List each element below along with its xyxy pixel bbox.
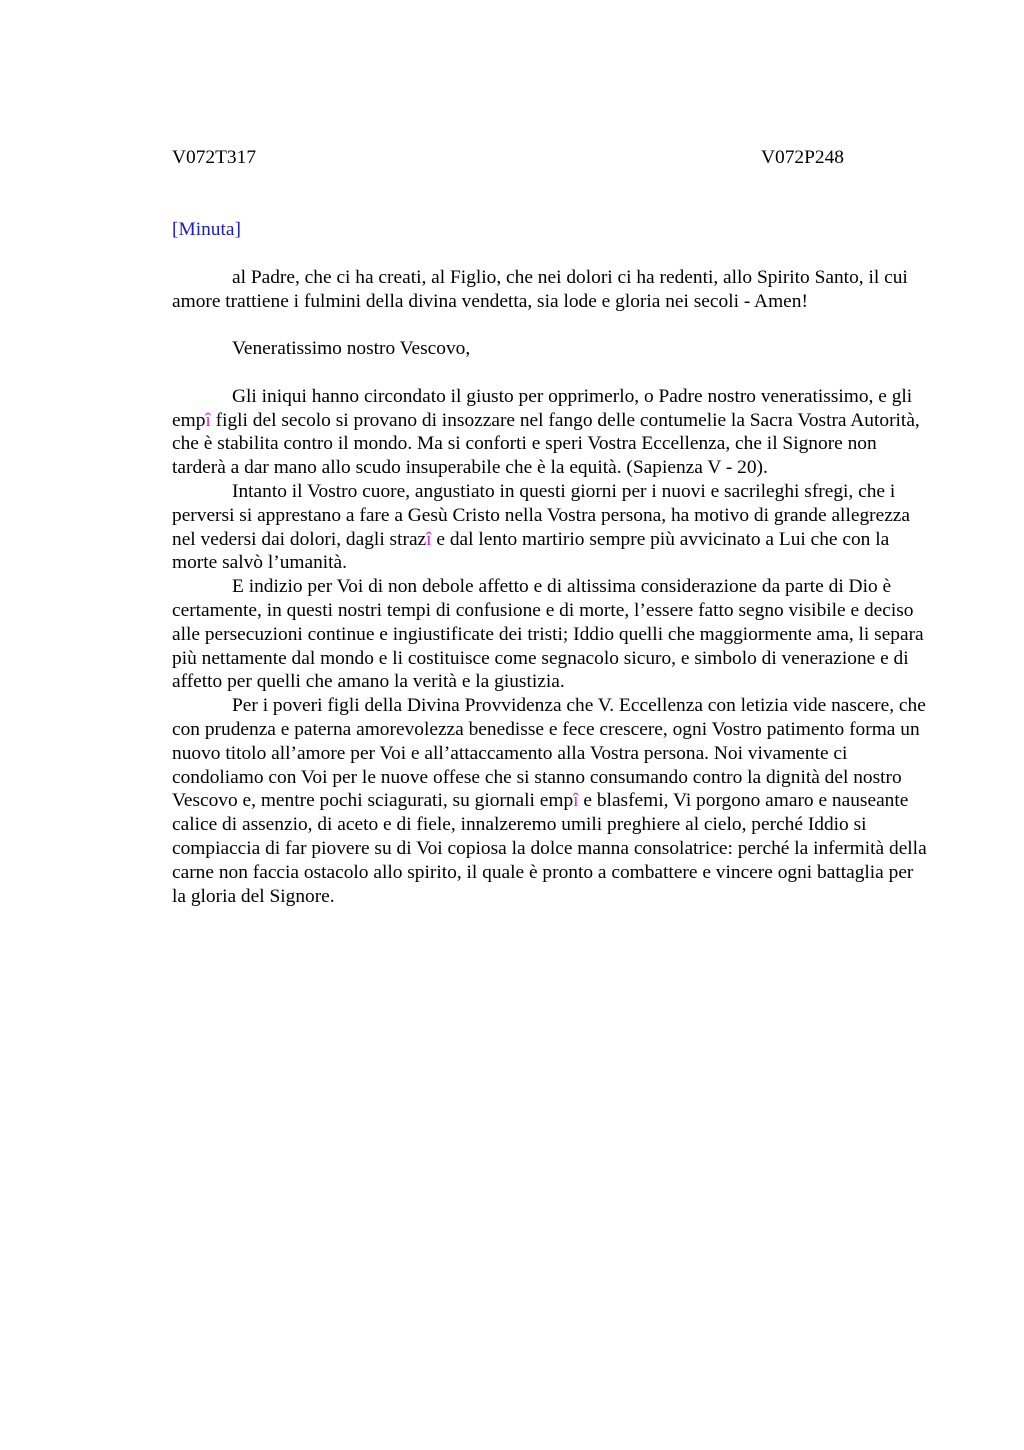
highlighted-character: î <box>205 409 211 431</box>
paragraph-text: figli del secolo si provano di insozzare nel fango delle contumelie la Sacra Vostra Autorità, che è stabilita contro il mondo. Ma si conforti e speri Vostra Eccellenza, che il Signore non tarderà a dar mano allo scudo insuperabile che è la equità. (Sapienza V - 20). <box>172 409 920 479</box>
minuta-marker: [Minuta] <box>172 219 241 240</box>
paragraph-text: E indizio per Voi di non debole affetto e di altissima considerazione da parte di Dio è certamente, in questi nostri tempi di confusione e di morte, l’essere fatto segno visibile e deciso alle persecuzioni continue e ingiustificate dei tristi; Iddio quelli che maggiormente ama, li separa più nettamente dal mondo e li costituisce come segnacolo sicuro, e simbolo di venerazione e di affetto per quelli che amano la verità e la giustizia. <box>172 576 924 693</box>
paragraph-text: al Padre, che ci ha creati, al Figlio, che nei dolori ci ha redenti, allo Spirito Santo, il cui amore trattiene i fulmini della divina vendetta, sia lode e gloria nei secoli - Amen! <box>172 266 908 312</box>
paragraph-text: Gli iniqui hanno circondato il giusto per opprimerlo, o Padre nostro veneratissimo, e gli emp <box>172 385 913 431</box>
body-paragraph <box>172 694 928 908</box>
paragraph-text: Veneratissimo nostro Vescovo, <box>232 338 471 360</box>
highlighted-character: î <box>426 528 432 550</box>
document-code-right: V072P248 <box>761 147 844 168</box>
body-paragraph <box>172 480 928 575</box>
document-body <box>172 146 928 908</box>
body-paragraph <box>172 575 928 694</box>
highlighted-character: î <box>573 790 579 812</box>
document-code-left: V072T317 <box>172 147 257 168</box>
paragraph-text: e blasfemi, Vi porgono amaro e nauseante calice di assenzio, di aceto e di fiele, innalzeremo umili preghiere al cielo, perché Iddio si compiaccia di far piovere su di Voi copiosa la dolce manna consolatrice: perché la infermità della carne non faccia ostacolo allo spirito, il quale è pronto a combattere e vincere ogni battaglia per la gloria del Signore. <box>172 790 927 907</box>
opening-doxology-paragraph <box>172 266 928 314</box>
salutation-paragraph <box>172 337 928 361</box>
paragraph-text: Intanto il Vostro cuore, angustiato in questi giorni per i nuovi e sacrileghi sfregi, che i perversi si apprestano a fare a Gesù Cristo nella Vostra persona, ha motivo di grande allegrezza nel vedersi dai dolori, dagli straz <box>172 480 911 550</box>
page-header <box>172 146 844 170</box>
paragraph-text: Per i poveri figli della Divina Provvidenza che V. Eccellenza con letizia vide nascere, che con prudenza e paterna amorevolezza benedisse e fece crescere, ogni Vostro patimento forma un nuovo titolo all’amore per Voi e all’attaccamento alla Vostra persona. Noi vivamente ci condoliamo con Voi per le nuove offese che si stanno consumando contro la dignità del nostro Vescovo e, mentre pochi sciagurati, su giornali emp <box>172 695 926 812</box>
paragraph-text: e dal lento martirio sempre più avvicinato a Lui che con la morte salvò l’umanità. <box>172 528 890 574</box>
body-paragraph <box>172 385 928 480</box>
